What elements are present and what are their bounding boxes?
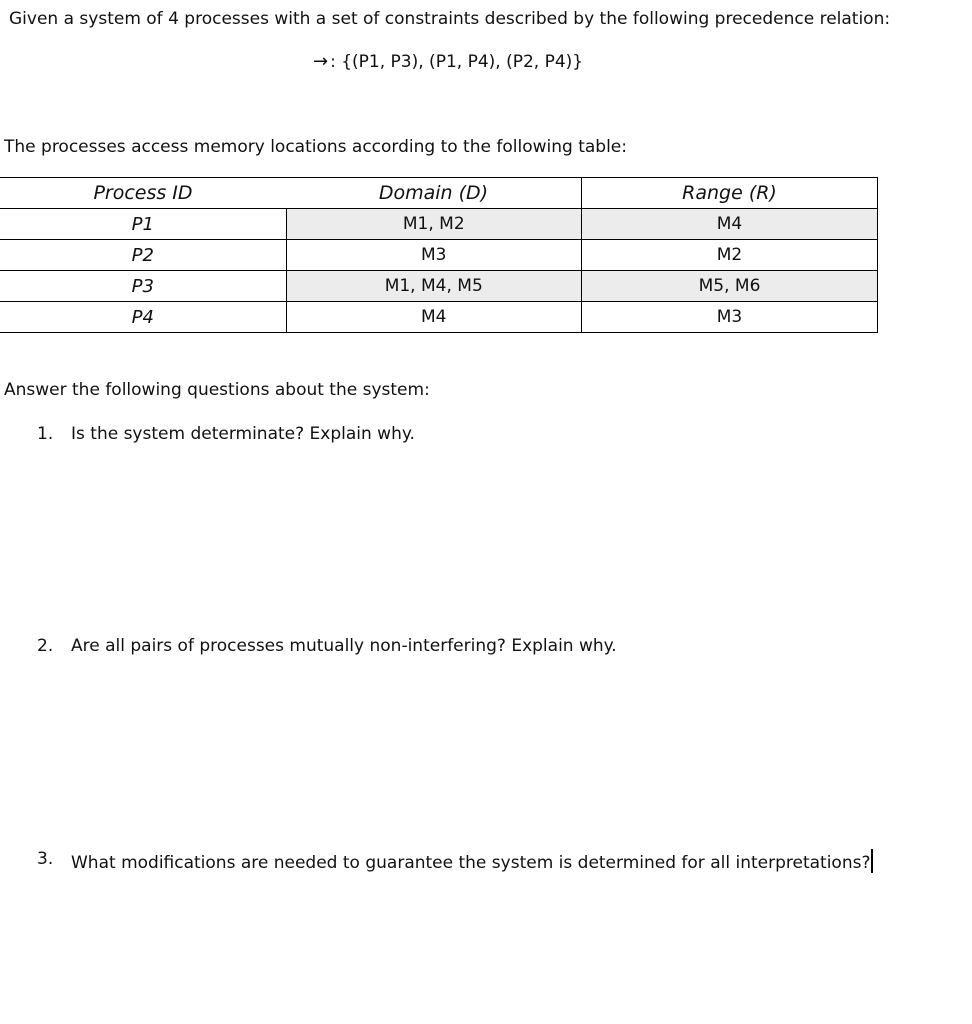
arrow-icon: → xyxy=(313,51,329,72)
precedence-relation xyxy=(313,51,583,72)
cell-pid: P2 xyxy=(0,240,286,271)
text-cursor xyxy=(871,849,873,873)
table-row xyxy=(0,302,878,333)
intro-paragraph: Given a system of 4 processes with a set of constraints described by the following precedence relation: xyxy=(9,9,891,29)
table-row xyxy=(0,240,878,271)
table-row xyxy=(0,271,878,302)
cell-range: M3 xyxy=(582,302,878,333)
cell-range: M5, M6 xyxy=(582,271,878,302)
cell-pid: P4 xyxy=(0,302,286,333)
questions-intro-paragraph: Answer the following questions about the system: xyxy=(4,380,430,400)
relation-set: : {(P1, P3), (P1, P4), (P2, P4)} xyxy=(330,52,584,72)
table-intro-paragraph: The processes access memory locations according to the following table: xyxy=(4,137,627,157)
header-domain: Domain (D) xyxy=(286,178,582,209)
cell-pid: P3 xyxy=(0,271,286,302)
question-text: Is the system determinate? Explain why. xyxy=(71,424,415,444)
cell-range: M2 xyxy=(582,240,878,271)
cell-domain: M4 xyxy=(286,302,582,333)
question-text: What modifications are needed to guarantee the system is determined for all interpretations? xyxy=(71,853,871,873)
header-process-id: Process ID xyxy=(0,178,286,209)
question-number: 1. xyxy=(37,424,54,444)
cell-domain: M1, M2 xyxy=(286,209,582,240)
table-header-row xyxy=(0,178,878,209)
memory-access-table xyxy=(0,177,878,333)
header-range: Range (R) xyxy=(582,178,878,209)
question-line[interactable] xyxy=(71,849,873,873)
question-number: 3. xyxy=(37,849,54,869)
table-row xyxy=(0,209,878,240)
cell-domain: M1, M4, M5 xyxy=(286,271,582,302)
cell-pid: P1 xyxy=(0,209,286,240)
question-number: 2. xyxy=(37,636,54,656)
cell-domain: M3 xyxy=(286,240,582,271)
question-text: Are all pairs of processes mutually non-interfering? Explain why. xyxy=(71,636,617,656)
cell-range: M4 xyxy=(582,209,878,240)
